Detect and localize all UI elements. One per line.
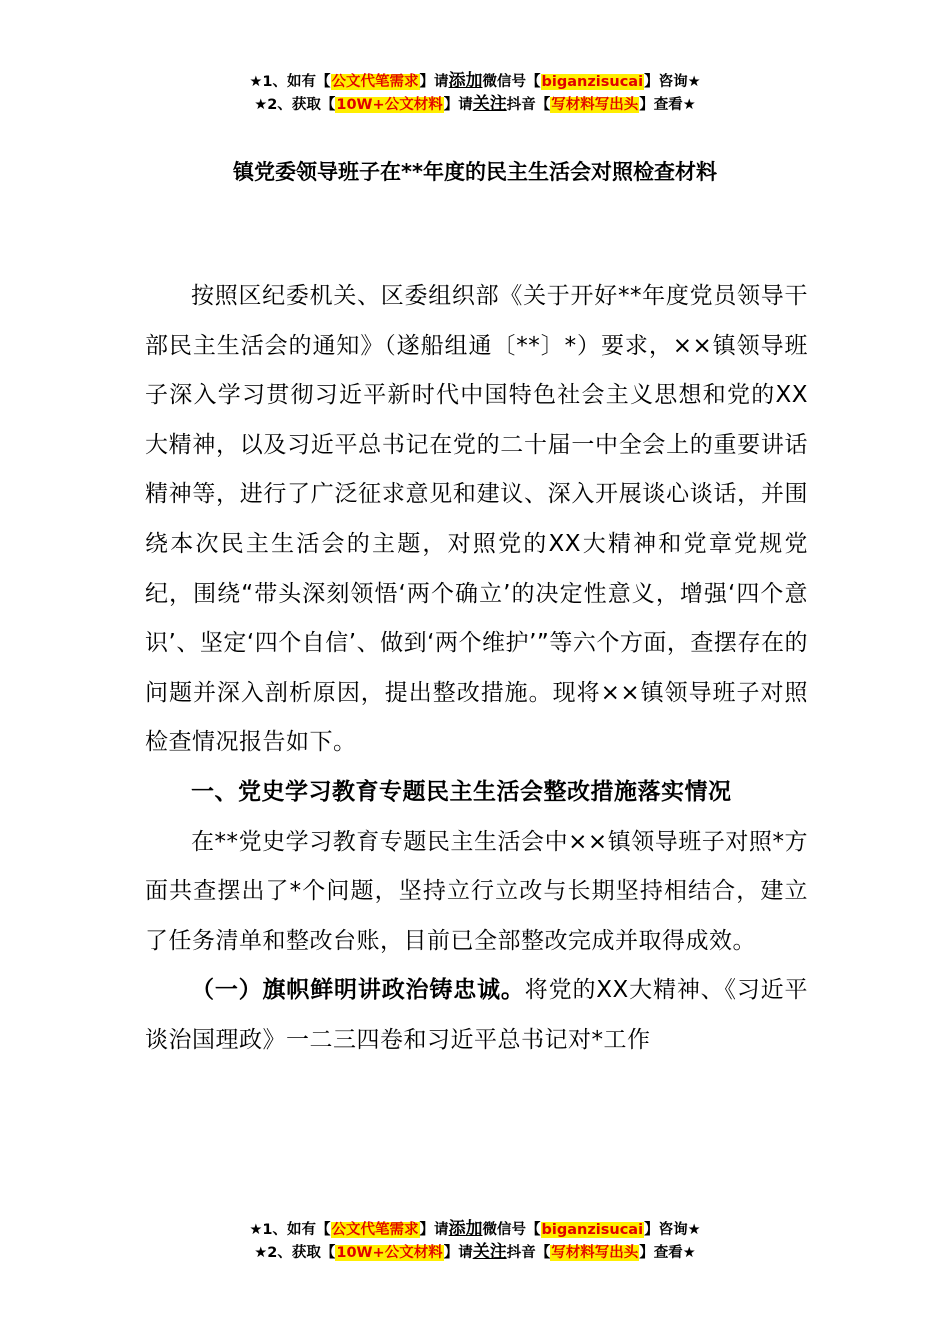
header-banner: [0, 70, 950, 116]
star-icon: ★: [254, 1245, 268, 1261]
footer-banner: [0, 1218, 950, 1264]
star-icon: ★: [254, 97, 268, 113]
paragraph-intro: 按照区纪委机关、区委组织部《关于开好**年度党员领导干部民主生活会的通知》（遂船组通〔**〕*）要求，××镇领导班子深入学习贯彻习近平新时代中国特色社会主义思想和党的XX大精神，以及习近平总书记在党的二十届一中全会上的重要讲话精神等，进行了广泛征求意见和建议、深入开展谈心谈话，并围绕本次民主生活会的主题，对照党的XX大精神和党章党规党纪，围绕“带头深刻领悟‘两个确立’的决定性意义，增强‘四个意识’、坚定‘四个自信’、做到‘两个维护’”等六个方面，查摆存在的问题并深入剖析原因，提出整改措施。现将××镇领导班子对照检查情况报告如下。: [145, 283, 808, 756]
highlight-wechat-id: biganzisucai: [541, 1222, 644, 1238]
document-body: [145, 272, 808, 1066]
banner-line-1: ★1、如有【公文代笔需求】请添加微信号【biganzisucai】咨询★: [249, 1219, 701, 1239]
banner-line-2: ★2、获取【10W+公文材料】请关注抖音【写材料写出头】查看★: [254, 94, 696, 114]
star-icon: ★: [682, 1245, 696, 1261]
highlight-douyin: 写材料写出头: [551, 97, 639, 113]
star-icon: ★: [687, 1222, 701, 1238]
document-title: 镇党委领导班子在**年度的民主生活会对照检查材料: [233, 160, 717, 184]
banner-line-1: ★1、如有【公文代笔需求】请添加微信号【biganzisucai】咨询★: [249, 71, 701, 91]
star-icon: ★: [682, 97, 696, 113]
banner-line-2: ★2、获取【10W+公文材料】请关注抖音【写材料写出头】查看★: [254, 1242, 696, 1262]
star-icon: ★: [249, 1222, 263, 1238]
highlight-douyin: 写材料写出头: [551, 1245, 639, 1261]
section-heading-1: 一、党史学习教育专题民主生活会整改措施落实情况: [191, 778, 732, 805]
paragraph-subsection-1: （一）旗帜鲜明讲政治铸忠诚。将党的XX大精神、《习近平谈治国理政》一二三四卷和习近平总书记对*工作: [145, 977, 809, 1053]
highlight-service: 公文代笔需求: [331, 1222, 419, 1238]
star-icon: ★: [249, 74, 263, 90]
highlight-materials: 10W+公文材料: [336, 1245, 443, 1261]
highlight-materials: 10W+公文材料: [336, 97, 443, 113]
highlight-service: 公文代笔需求: [331, 74, 419, 90]
star-icon: ★: [687, 74, 701, 90]
subsection-heading-1: （一）旗帜鲜明讲政治铸忠诚。: [191, 977, 525, 1004]
paragraph-section-1: 在**党史学习教育专题民主生活会中××镇领导班子对照*方面共查摆出了*个问题，坚持立行立改与长期坚持相结合，建立了任务清单和整改台账，目前已全部整改完成并取得成效。: [145, 828, 808, 954]
highlight-wechat-id: biganzisucai: [541, 74, 644, 90]
